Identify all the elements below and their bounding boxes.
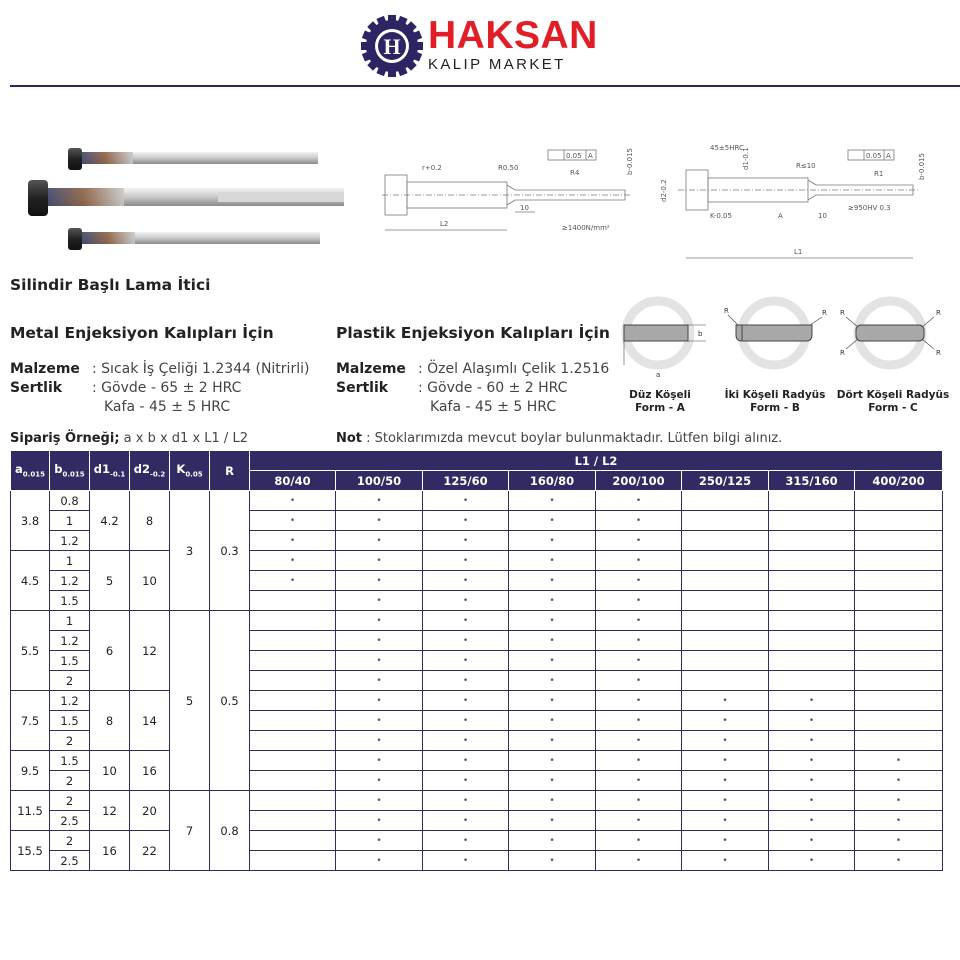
cell-d2: 12 bbox=[130, 611, 170, 691]
stock-note-value: : Stoklarımızda mevcut boylar bulunmaktadır. Lütfen bilgi alınız. bbox=[366, 431, 783, 446]
table-row bbox=[11, 791, 943, 811]
availability-cell bbox=[855, 671, 943, 691]
availability-cell bbox=[855, 691, 943, 711]
availability-cell: • bbox=[423, 651, 509, 671]
availability-cell: • bbox=[423, 611, 509, 631]
availability-cell: • bbox=[336, 551, 423, 571]
cell-k: 3 bbox=[170, 491, 210, 611]
availability-cell: • bbox=[596, 611, 682, 631]
availability-cell: • bbox=[509, 591, 596, 611]
availability-cell: • bbox=[423, 751, 509, 771]
cell-b: 2 bbox=[50, 771, 90, 791]
availability-cell: • bbox=[509, 751, 596, 771]
dimensions-table bbox=[10, 450, 943, 871]
availability-cell bbox=[250, 831, 336, 851]
availability-cell bbox=[769, 551, 855, 571]
availability-cell: • bbox=[596, 731, 682, 751]
availability-cell bbox=[682, 651, 769, 671]
availability-cell: • bbox=[336, 611, 423, 631]
availability-cell: • bbox=[509, 771, 596, 791]
cell-d1: 10 bbox=[90, 751, 130, 791]
cell-b: 2 bbox=[50, 791, 90, 811]
availability-cell: • bbox=[596, 751, 682, 771]
form-c-name: Dört Köşeli Radyüs bbox=[836, 389, 950, 401]
availability-cell: • bbox=[423, 691, 509, 711]
availability-cell: • bbox=[336, 831, 423, 851]
header-divider bbox=[10, 85, 960, 87]
availability-cell: • bbox=[682, 751, 769, 771]
availability-cell: • bbox=[336, 651, 423, 671]
col-header-length: 80/40 bbox=[250, 471, 336, 491]
availability-cell: • bbox=[596, 671, 682, 691]
cell-k: 5 bbox=[170, 611, 210, 791]
availability-cell: • bbox=[250, 531, 336, 551]
availability-cell: • bbox=[596, 711, 682, 731]
cell-b: 2.5 bbox=[50, 851, 90, 871]
availability-cell: • bbox=[336, 791, 423, 811]
availability-cell: • bbox=[682, 771, 769, 791]
availability-cell: • bbox=[423, 791, 509, 811]
availability-cell bbox=[682, 491, 769, 511]
cell-b: 1.2 bbox=[50, 691, 90, 711]
col-header-l1-l2: L1 / L2 bbox=[250, 451, 943, 471]
availability-cell: • bbox=[509, 731, 596, 751]
form-b-name: İki Köşeli Radyüs bbox=[724, 389, 826, 401]
availability-cell bbox=[855, 571, 943, 591]
plastic-hardness-value: : Gövde - 60 ± 2 HRC bbox=[418, 380, 568, 396]
availability-cell: • bbox=[769, 771, 855, 791]
col-header-length: 100/50 bbox=[336, 471, 423, 491]
availability-cell: • bbox=[423, 551, 509, 571]
svg-text:L2: L2 bbox=[440, 220, 449, 228]
product-title: Silindir Başlı Lama İtici bbox=[10, 276, 211, 294]
availability-cell: • bbox=[336, 811, 423, 831]
availability-cell: • bbox=[509, 511, 596, 531]
plastic-hardness-head: Kafa - 45 ± 5 HRC bbox=[430, 399, 557, 415]
metal-material-value: : Sıcak İş Çeliği 1.2344 (Nitrirli) bbox=[92, 361, 310, 377]
availability-cell: • bbox=[682, 691, 769, 711]
cell-r: 0.3 bbox=[210, 491, 250, 611]
availability-cell bbox=[250, 791, 336, 811]
availability-cell bbox=[250, 611, 336, 631]
cell-a: 11.5 bbox=[11, 791, 50, 831]
availability-cell bbox=[855, 651, 943, 671]
svg-text:d2-0.2: d2-0.2 bbox=[660, 179, 668, 202]
cell-b: 2 bbox=[50, 671, 90, 691]
availability-cell: • bbox=[682, 791, 769, 811]
availability-cell: • bbox=[250, 571, 336, 591]
cell-d2: 20 bbox=[130, 791, 170, 831]
availability-cell bbox=[682, 611, 769, 631]
availability-cell: • bbox=[596, 771, 682, 791]
availability-cell: • bbox=[509, 791, 596, 811]
cell-b: 2.5 bbox=[50, 811, 90, 831]
form-b-label: Form - B bbox=[750, 402, 800, 414]
cell-d1: 4.2 bbox=[90, 491, 130, 551]
availability-cell bbox=[682, 551, 769, 571]
availability-cell: • bbox=[855, 751, 943, 771]
availability-cell: • bbox=[336, 571, 423, 591]
brand-subtitle: KALIP MARKET bbox=[428, 56, 566, 73]
availability-cell: • bbox=[509, 711, 596, 731]
availability-cell: • bbox=[596, 531, 682, 551]
col-header-a: $a_{0.015}$ bbox=[11, 451, 50, 491]
availability-cell bbox=[769, 511, 855, 531]
svg-text:R: R bbox=[822, 309, 827, 317]
availability-cell: • bbox=[596, 831, 682, 851]
availability-cell: • bbox=[423, 851, 509, 871]
availability-cell bbox=[250, 751, 336, 771]
stock-note-label: Not bbox=[336, 431, 363, 446]
availability-cell: • bbox=[596, 631, 682, 651]
availability-cell: • bbox=[250, 551, 336, 571]
col-header-length: 125/60 bbox=[423, 471, 509, 491]
svg-text:R: R bbox=[936, 309, 941, 317]
availability-cell bbox=[855, 631, 943, 651]
svg-text:R1: R1 bbox=[874, 170, 884, 178]
availability-cell bbox=[250, 651, 336, 671]
availability-cell: • bbox=[769, 831, 855, 851]
table-row bbox=[11, 751, 943, 771]
availability-cell: • bbox=[509, 571, 596, 591]
availability-cell: • bbox=[423, 731, 509, 751]
svg-text:0.05: 0.05 bbox=[566, 152, 582, 160]
cell-b: 1 bbox=[50, 551, 90, 571]
availability-cell: • bbox=[509, 851, 596, 871]
svg-text:0.05: 0.05 bbox=[866, 152, 882, 160]
availability-cell: • bbox=[336, 771, 423, 791]
svg-text:b-0.015: b-0.015 bbox=[626, 147, 634, 175]
availability-cell: • bbox=[769, 731, 855, 751]
svg-text:R4: R4 bbox=[570, 169, 580, 177]
form-a-diagram bbox=[618, 295, 713, 380]
form-c-label: Form - C bbox=[868, 402, 918, 414]
col-header-k: $K_{0.05}$ bbox=[170, 451, 210, 491]
availability-cell: • bbox=[336, 671, 423, 691]
availability-cell: • bbox=[509, 551, 596, 571]
availability-cell: • bbox=[423, 671, 509, 691]
availability-cell: • bbox=[423, 591, 509, 611]
availability-cell bbox=[682, 531, 769, 551]
haksan-logo-icon bbox=[360, 14, 424, 78]
availability-cell: • bbox=[336, 631, 423, 651]
availability-cell bbox=[250, 771, 336, 791]
availability-cell: • bbox=[682, 831, 769, 851]
cell-b: 1 bbox=[50, 611, 90, 631]
metal-heading: Metal Enjeksiyon Kalıpları İçin bbox=[10, 324, 274, 342]
availability-cell: • bbox=[596, 491, 682, 511]
cell-b: 1.5 bbox=[50, 711, 90, 731]
availability-cell bbox=[769, 611, 855, 631]
availability-cell: • bbox=[596, 511, 682, 531]
order-example-value: a x b x d1 x L1 / L2 bbox=[123, 431, 248, 446]
cell-d1: 6 bbox=[90, 611, 130, 691]
availability-cell: • bbox=[423, 711, 509, 731]
technical-drawing-metal bbox=[380, 140, 650, 240]
svg-text:K-0.05: K-0.05 bbox=[710, 212, 732, 220]
col-header-length: 315/160 bbox=[769, 471, 855, 491]
availability-cell: • bbox=[509, 611, 596, 631]
availability-cell: • bbox=[423, 831, 509, 851]
cell-k: 7 bbox=[170, 791, 210, 871]
svg-text:R: R bbox=[724, 307, 729, 315]
cell-d2: 8 bbox=[130, 491, 170, 551]
svg-text:10: 10 bbox=[520, 204, 529, 212]
cell-a: 3.8 bbox=[11, 491, 50, 551]
availability-cell: • bbox=[509, 531, 596, 551]
availability-cell: • bbox=[596, 551, 682, 571]
availability-cell: • bbox=[250, 511, 336, 531]
cell-d1: 16 bbox=[90, 831, 130, 871]
availability-cell: • bbox=[423, 491, 509, 511]
availability-cell bbox=[855, 551, 943, 571]
availability-cell: • bbox=[336, 531, 423, 551]
availability-cell: • bbox=[682, 811, 769, 831]
availability-cell bbox=[769, 671, 855, 691]
availability-cell bbox=[250, 691, 336, 711]
availability-cell bbox=[769, 571, 855, 591]
cell-b: 1.2 bbox=[50, 571, 90, 591]
availability-cell: • bbox=[855, 831, 943, 851]
cell-r: 0.8 bbox=[210, 791, 250, 871]
availability-cell: • bbox=[336, 751, 423, 771]
availability-cell: • bbox=[596, 571, 682, 591]
col-header-d1: $d1_{-0.1}$ bbox=[90, 451, 130, 491]
table-row bbox=[11, 611, 943, 631]
availability-cell bbox=[682, 631, 769, 651]
availability-cell bbox=[682, 591, 769, 611]
cell-a: 5.5 bbox=[11, 611, 50, 691]
availability-cell: • bbox=[596, 791, 682, 811]
svg-text:a: a bbox=[656, 371, 661, 379]
availability-cell bbox=[855, 511, 943, 531]
availability-cell: • bbox=[336, 511, 423, 531]
cell-d2: 10 bbox=[130, 551, 170, 611]
availability-cell: • bbox=[596, 651, 682, 671]
availability-cell: • bbox=[769, 851, 855, 871]
svg-text:b-0.015: b-0.015 bbox=[918, 152, 926, 180]
cell-b: 1 bbox=[50, 511, 90, 531]
availability-cell: • bbox=[682, 711, 769, 731]
availability-cell bbox=[855, 491, 943, 511]
svg-text:R: R bbox=[936, 349, 941, 357]
availability-cell: • bbox=[423, 771, 509, 791]
svg-text:10: 10 bbox=[818, 212, 827, 220]
availability-cell: • bbox=[250, 491, 336, 511]
availability-cell: • bbox=[596, 591, 682, 611]
cell-a: 15.5 bbox=[11, 831, 50, 871]
availability-cell bbox=[682, 671, 769, 691]
availability-cell: • bbox=[336, 731, 423, 751]
availability-cell: • bbox=[336, 591, 423, 611]
availability-cell bbox=[769, 651, 855, 671]
plastic-heading: Plastik Enjeksiyon Kalıpları İçin bbox=[336, 324, 610, 342]
col-header-length: 400/200 bbox=[855, 471, 943, 491]
availability-cell: • bbox=[509, 651, 596, 671]
cell-b: 2 bbox=[50, 731, 90, 751]
form-a-label: Form - A bbox=[635, 402, 685, 414]
metal-material-label: Malzeme bbox=[10, 361, 80, 377]
svg-text:≥1400N/mm²: ≥1400N/mm² bbox=[562, 224, 610, 232]
cell-d1: 5 bbox=[90, 551, 130, 611]
availability-cell bbox=[250, 671, 336, 691]
availability-cell bbox=[250, 811, 336, 831]
availability-cell: • bbox=[596, 811, 682, 831]
col-header-d2: $d2_{-0.2}$ bbox=[130, 451, 170, 491]
table-row bbox=[11, 491, 943, 511]
col-header-r: R bbox=[210, 451, 250, 491]
availability-cell: • bbox=[596, 691, 682, 711]
table-row bbox=[11, 831, 943, 851]
technical-drawing-plastic bbox=[648, 140, 948, 265]
availability-cell: • bbox=[509, 491, 596, 511]
brand-name: HAKSAN bbox=[428, 14, 598, 57]
svg-text:d1-0.1: d1-0.1 bbox=[742, 147, 750, 170]
plastic-material-value: : Özel Alaşımlı Çelik 1.2516 bbox=[418, 361, 610, 377]
cell-b: 0.8 bbox=[50, 491, 90, 511]
availability-cell: • bbox=[509, 691, 596, 711]
cell-b: 1.2 bbox=[50, 531, 90, 551]
svg-text:b: b bbox=[698, 330, 703, 338]
availability-cell: • bbox=[769, 811, 855, 831]
metal-hardness-label: Sertlik bbox=[10, 380, 63, 396]
availability-cell: • bbox=[423, 531, 509, 551]
availability-cell: • bbox=[423, 511, 509, 531]
metal-hardness-head: Kafa - 45 ± 5 HRC bbox=[104, 399, 231, 415]
cell-d2: 22 bbox=[130, 831, 170, 871]
col-header-length: 200/100 bbox=[596, 471, 682, 491]
availability-cell bbox=[769, 531, 855, 551]
metal-hardness-value: : Gövde - 65 ± 2 HRC bbox=[92, 380, 242, 396]
availability-cell: • bbox=[769, 691, 855, 711]
availability-cell: • bbox=[682, 851, 769, 871]
availability-cell: • bbox=[423, 571, 509, 591]
cell-b: 1.5 bbox=[50, 651, 90, 671]
col-header-length: 160/80 bbox=[509, 471, 596, 491]
order-example-label: Sipariş Örneği; bbox=[10, 431, 120, 446]
product-photo bbox=[18, 140, 348, 260]
availability-cell: • bbox=[769, 791, 855, 811]
form-c-caption bbox=[832, 389, 954, 415]
svg-text:R: R bbox=[840, 309, 845, 317]
availability-cell bbox=[855, 711, 943, 731]
availability-cell: • bbox=[336, 691, 423, 711]
form-c-diagram bbox=[838, 295, 948, 380]
cell-b: 2 bbox=[50, 831, 90, 851]
availability-cell: • bbox=[336, 711, 423, 731]
availability-cell: • bbox=[682, 731, 769, 751]
availability-cell: • bbox=[509, 831, 596, 851]
availability-cell: • bbox=[596, 851, 682, 871]
availability-cell: • bbox=[423, 631, 509, 651]
form-b-caption bbox=[716, 389, 834, 415]
col-header-b: $b_{0.015}$ bbox=[50, 451, 90, 491]
cell-d2: 14 bbox=[130, 691, 170, 751]
cell-b: 1.2 bbox=[50, 631, 90, 651]
availability-cell: • bbox=[423, 811, 509, 831]
availability-cell: • bbox=[336, 491, 423, 511]
svg-text:R0.50: R0.50 bbox=[498, 164, 519, 172]
form-a-caption bbox=[610, 389, 710, 415]
cell-b: 1.5 bbox=[50, 751, 90, 771]
svg-text:R≤10: R≤10 bbox=[796, 162, 816, 170]
availability-cell bbox=[769, 491, 855, 511]
availability-cell bbox=[250, 851, 336, 871]
availability-cell: • bbox=[336, 851, 423, 871]
availability-cell: • bbox=[769, 711, 855, 731]
availability-cell bbox=[250, 631, 336, 651]
svg-text:L1: L1 bbox=[794, 248, 803, 256]
cell-a: 7.5 bbox=[11, 691, 50, 751]
availability-cell bbox=[769, 631, 855, 651]
svg-text:45±5HRC: 45±5HRC bbox=[710, 144, 744, 152]
availability-cell: • bbox=[855, 791, 943, 811]
stock-note bbox=[336, 431, 782, 446]
availability-cell: • bbox=[509, 671, 596, 691]
availability-cell bbox=[855, 611, 943, 631]
availability-cell: • bbox=[855, 811, 943, 831]
form-b-diagram bbox=[722, 295, 832, 380]
form-a-name: Düz Köşeli bbox=[629, 389, 691, 401]
cell-a: 4.5 bbox=[11, 551, 50, 611]
svg-text:A: A bbox=[588, 152, 593, 160]
availability-cell bbox=[855, 591, 943, 611]
availability-cell bbox=[250, 591, 336, 611]
order-example bbox=[10, 431, 248, 446]
svg-text:A: A bbox=[886, 152, 891, 160]
availability-cell bbox=[682, 571, 769, 591]
availability-cell: • bbox=[769, 751, 855, 771]
cell-d1: 8 bbox=[90, 691, 130, 751]
table-row bbox=[11, 691, 943, 711]
availability-cell bbox=[855, 731, 943, 751]
availability-cell: • bbox=[509, 631, 596, 651]
availability-cell: • bbox=[509, 811, 596, 831]
cell-d2: 16 bbox=[130, 751, 170, 791]
plastic-hardness-label: Sertlik bbox=[336, 380, 389, 396]
svg-text:≥950HV 0.3: ≥950HV 0.3 bbox=[848, 204, 891, 212]
availability-cell bbox=[250, 731, 336, 751]
availability-cell: • bbox=[855, 851, 943, 871]
svg-text:R: R bbox=[840, 349, 845, 357]
availability-cell: • bbox=[855, 771, 943, 791]
cell-b: 1.5 bbox=[50, 591, 90, 611]
cell-d1: 12 bbox=[90, 791, 130, 831]
plastic-material-label: Malzeme bbox=[336, 361, 406, 377]
cell-r: 0.5 bbox=[210, 611, 250, 791]
cell-a: 9.5 bbox=[11, 751, 50, 791]
svg-text:A: A bbox=[778, 212, 783, 220]
col-header-length: 250/125 bbox=[682, 471, 769, 491]
svg-text:r+0.2: r+0.2 bbox=[422, 164, 442, 172]
availability-cell bbox=[250, 711, 336, 731]
table-row bbox=[11, 551, 943, 571]
availability-cell bbox=[769, 591, 855, 611]
svg-text:H: H bbox=[383, 34, 401, 59]
availability-cell bbox=[855, 531, 943, 551]
availability-cell bbox=[682, 511, 769, 531]
